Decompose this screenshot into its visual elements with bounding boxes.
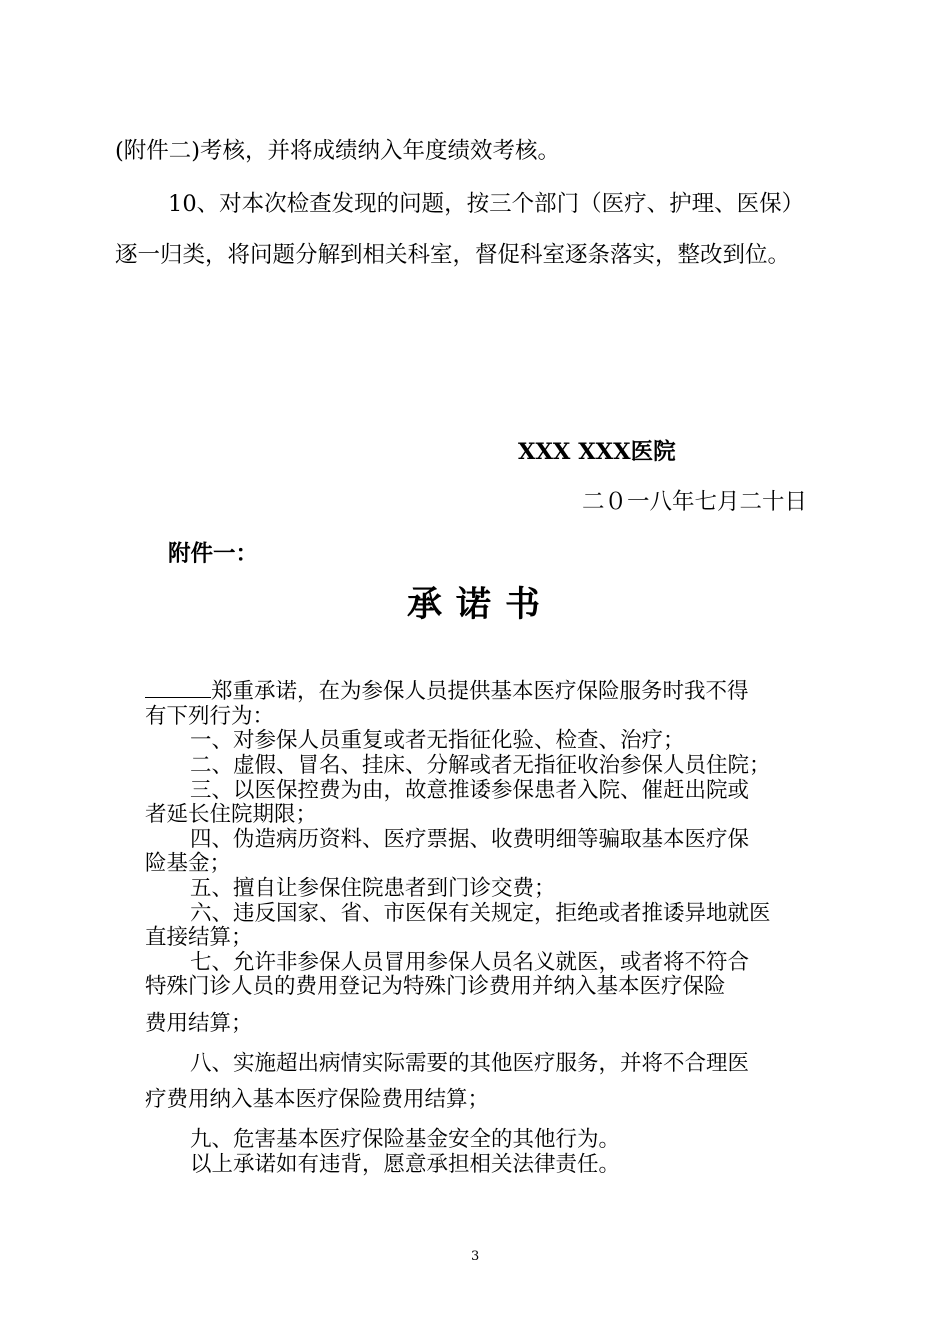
closing-statement: 以上承诺如有违背，愿意承担相关法律责任。 (190, 1152, 621, 1177)
document-title: 承诺书 (407, 584, 555, 625)
commitment-lead-text: 郑重承诺，在为参保人员提供基本医疗保险服务时我不得 (211, 679, 749, 704)
item-7-line-3: 费用结算； (145, 1011, 253, 1036)
item-7-line-2: 特殊门诊人员的费用登记为特殊门诊费用并纳入基本医疗保险 (145, 974, 726, 999)
page-number: 3 (471, 1249, 480, 1264)
attachment-label: 附件一： (168, 541, 259, 567)
item-4-line-1: 四、伪造病历资料、医疗票据、收费明细等骗取基本医疗保 (190, 827, 750, 852)
signature-date: 二０一八年七月二十日 (582, 489, 808, 515)
item-9: 九、危害基本医疗保险基金安全的其他行为。 (190, 1127, 621, 1152)
item-5: 五、擅自让参保住院患者到门诊交费； (190, 876, 556, 901)
item-6-line-1: 六、违反国家、省、市医保有关规定，拒绝或者推诿异地就医 (190, 901, 771, 926)
hospital-signature: XXX XXX医院 (518, 439, 676, 465)
item-3-line-2: 者延长住院期限； (145, 802, 318, 827)
item-3-line-1: 三、以医保控费为由，故意推诿参保患者入院、催赶出院或 (190, 778, 750, 803)
item-6-line-2: 直接结算； (145, 925, 253, 950)
item-2: 二、虚假、冒名、挂床、分解或者无指征收治参保人员住院； (190, 753, 771, 778)
item-7-line-1: 七、允许非参保人员冒用参保人员名义就医，或者将不符合 (190, 950, 750, 975)
item-1: 一、对参保人员重复或者无指征化验、检查、治疗； (190, 728, 685, 753)
commitment-paragraph-line-2: 有下列行为： (145, 704, 275, 729)
item-8-line-2: 疗费用纳入基本医疗保险费用结算； (145, 1087, 490, 1112)
intro-line-2: 10、对本次检查发现的问题，按三个部门（医疗、护理、医保） (168, 191, 805, 217)
item-4-line-2: 险基金； (145, 851, 232, 876)
name-blank-field (145, 675, 211, 698)
intro-line-1: (附件二)考核，并将成绩纳入年度绩效考核。 (115, 138, 561, 164)
intro-line-3: 逐一归类，将问题分解到相关科室，督促科室逐条落实，整改到位。 (115, 242, 791, 268)
item-8-line-1: 八、实施超出病情实际需要的其他医疗服务，并将不合理医 (190, 1051, 750, 1076)
